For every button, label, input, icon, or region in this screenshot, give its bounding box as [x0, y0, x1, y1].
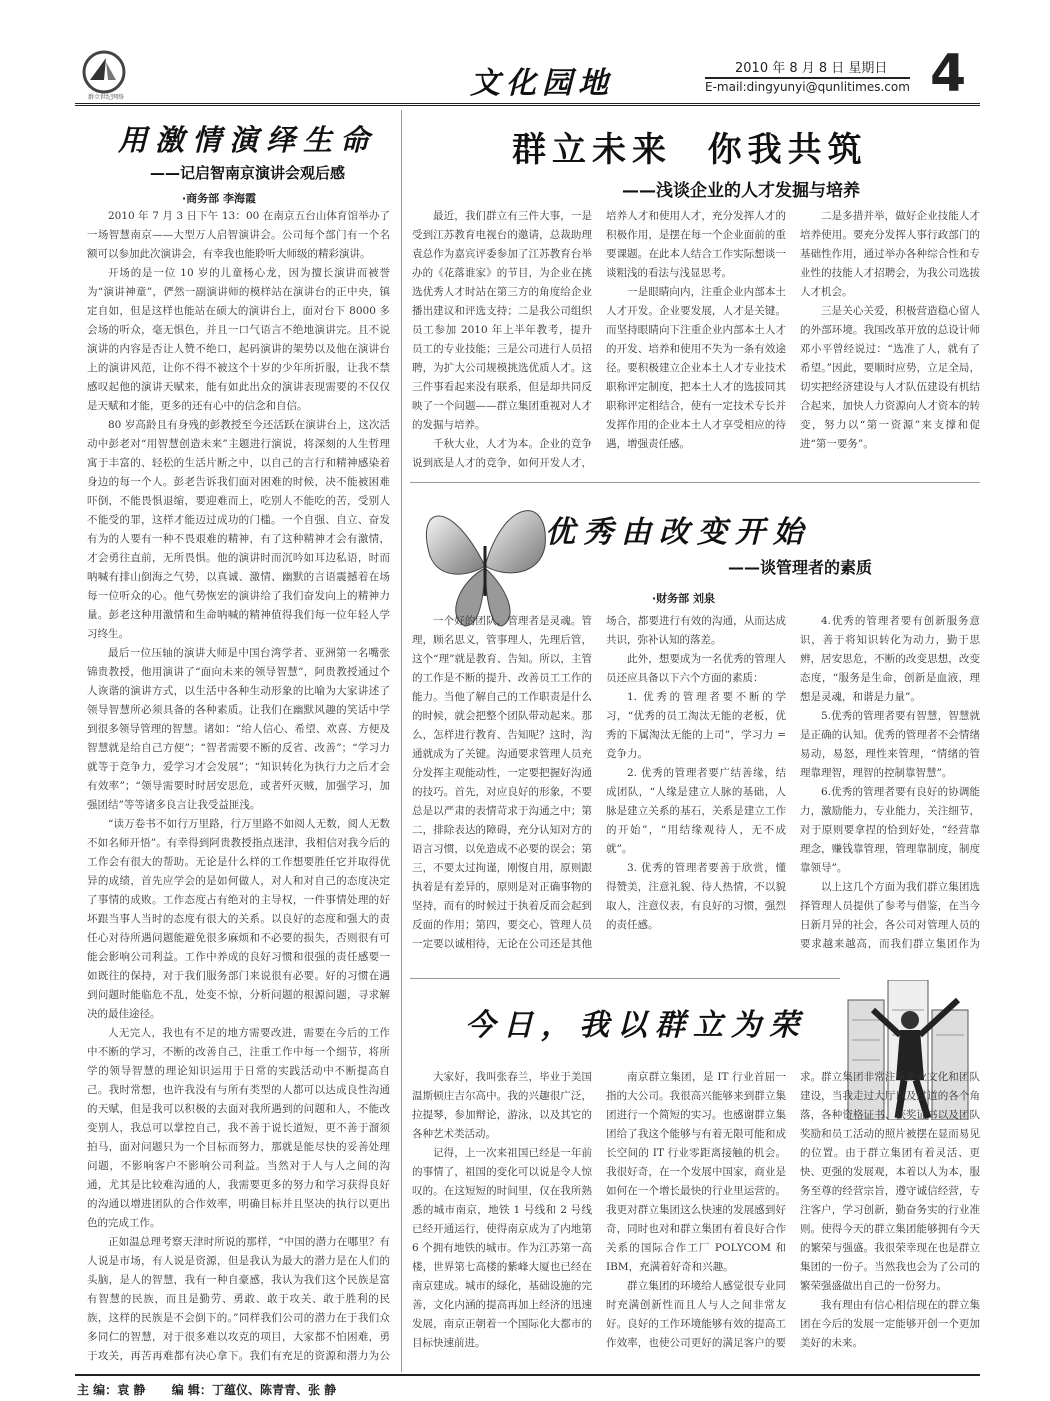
paragraph: 一个好的团队，管理者是灵魂。管理，顾名思义，管事理人，先理后管，这个“理”就是教育、告知。所以，主管的工作是不断的提升、改善员工工作的能力。当他了解自己的工作职责是什么的时候，就会把整个团队带动起来。那么，怎样进行教育、告知呢？这时，沟通就成为了关键。沟通要求管理人员充分发挥主观能动性，一定要把握好沟通的技巧。首先，对应良好的形象，不要总是以严肃的表情苛求于沟通之中；第二，排除表达的障碍，充分认知对方的语言习惯，以免造成不必要的误会；第三，不要太过拘谨，刚愎自用，原则跟执着是有差异的，原则是对正确事物的坚持，而有的时候过于执着反而会起到反面的作用；第四，要交心，管理人员一定要以诚相待，无论在公司还是其他场合，都要进行有效的沟通，从而达成共识，弥补认知的落差。 — [412, 615, 786, 950]
paragraph: 记得，上一次来祖国已经是一年前的事情了，祖国的变化可以说是令人惊叹的。在这短短的时间里，仅在我所熟悉的城市南京，地铁 1 号线和 2 号线已经开通运行，使得南京成为了内地第 6 个拥有地铁的城市。作为江苏第一高楼，世界第七高楼的紫峰大厦也已经在南京建成。城市的绿化，基础设施的完善，文化内涵的提高再加上经济的迅速发展，南京正朝着一个国际化大都市的目标快速前进。 — [412, 1147, 592, 1349]
article1-subtitle: ——记启智南京演讲会观后感 — [150, 164, 346, 182]
paragraph: 人无完人，我也有不足的地方需要改进，需要在今后的工作中不断的学习，不断的改善自己，注重工作中每一个细节，将所学的领导智慧的理论知识运用于日常的实践活动中不断提高自己。我时常想，也许我没有与所有类型的人都可以达成良性沟通的天赋，但是我可以积极的去面对我所遇到的问题和人，不能改变别人，我总可以掌控自己，我不善于说长道短，更不善于溜须拍马，面对问题只为一个目标而努力，那就是能尽快的妥善处理问题，不影响客户不影响公司利益。当然对于人与人之间的沟通，尤其是比较难沟通的人，我需要更多的努力和学习获得良好的沟通以增进团队的合作效率，明确目标并且坚决的执行以更出色的完成工作。 — [87, 1027, 390, 1229]
editors-names: 丁蕴仪、陈青青、张 静 — [211, 1383, 337, 1397]
paragraph: 千秋大业，人才为本。企业的竞争说到底是人才的竞争，如何开发人才，培养人才和使用人才，充分发挥人才的积极作用，是摆在每一个企业面前的重要课题。在此本人结合工作实际想谈一谈粗浅的看法与浅显思考。 — [412, 210, 786, 469]
paragraph: 2. 优秀的管理者要广结善缘，结成团队，“人缘是建立人脉的基础，人脉是建立关系的基石，关系是建立工作的开始”，“用结缘观待人，无不成就”。 — [606, 767, 786, 855]
article1-body — [87, 207, 390, 1367]
paragraph: 最后一位压轴的演讲大师是中国台湾学者、亚洲第一名嘴张锦贵教授，他用演讲了“面向未来的领导智慧”，阿贵教授通过个人诙谐的演讲方式，以生活中各种生动形象的比喻为大家讲述了领导智慧所必须具备的各种素质。让我们在幽默风趣的笑话中学到很多领导管理的智慧。诸如：“给人信心、希望、欢喜、方便及智慧就是给自己方便”；“智者需要不断的反省、改善”；“学习力就等于竞争力，爱学习才会发展”；“知识转化为执行力之后才会有效率”；“领导需要时时居安思危，或者歼灭贼，加强学习，加强团结”等等诸多良言让我受益匪浅。 — [87, 647, 390, 811]
page-number: 4 — [930, 44, 967, 104]
paragraph: 正如温总理考察天津时所说的那样，“中国的潜力在哪里？有人说是市场，有人说是资源，但是我认为最大的潜力是在人们的头脑，是人的智慧，我有一种自豪感，我认为我们这个民族是富有智慧的民族，而且是勤劳、勇敢、敢于攻关、敢于胜利的民族，这样的民族是不会倒下的。”同样我们公司的潜力在于我们众多同仁的智慧，对于很多难以攻克的项目，大家都不怕困难，勇于攻关，再苦再难都有决心拿下。我们有充足的资源和潜力为公 — [87, 1236, 390, 1362]
editor-label: 主 编： — [77, 1383, 118, 1397]
article3-body — [412, 612, 980, 970]
article2-title: 群立未来 你我共筑 — [512, 130, 868, 170]
paragraph: 最近，我们群立有三件大事，一是受到江苏教育电视台的邀请，总裁助理袁总作为嘉宾评委参加了江苏教育台举办的《花落谁家》的节目，为企业在挑选优秀人才时站在第三方的角度给企业播出建议和评选支持；二是我公司组织员工参加 2010 年上半年教考，提升员工的专业技能；三是公司进行人员招聘，为扩大公司规模挑选优质人才。这三件事看起来没有联系，但是却共同反映了一个问题——群立集团重视对人才的发掘与培养。 — [412, 210, 592, 431]
article4-title: 今日，我以群立为荣 — [465, 1008, 807, 1043]
section-title: 文化园地 — [470, 66, 614, 101]
article2-subtitle: ——浅谈企业的人才发掘与培养 — [622, 181, 860, 201]
contact-email[interactable]: E-mail:dingyunyi@qunlitimes.com — [705, 80, 910, 94]
editors-label: 编 辑： — [171, 1383, 212, 1397]
paragraph: 80 岁高龄且有身残的彭教授至今还活跃在演讲台上，这次活动中彭老对“用智慧创造未来”主题进行演说，将深刻的人生哲理寓于丰富的、轻松的生活片断之中，以自己的言行和精神感染着身边的每一个人。彭老告诉我们面对困难的时候，决不能被困难吓倒，不能畏惧退缩，要迎难而上，吃别人不能吃的苦，受别人不能受的罪，这样才能迈过成功的门槛。一个自强、自立、奋发有为的人要有一种不畏艰难的精神，有了这种精神才会有激情，才会勇往直前，无所畏惧。他的演讲时而沉吟如耳边私语，时而呐喊有排山倒海之气势，以真诚、激情、幽默的言语震撼着在场每一位听众的心。他气势恢宏的演讲给了我们奋发向上的精神力量。彭老这种用激情和生命呐喊的精神值得我们每一位年轻人学习终生。 — [87, 419, 390, 640]
paragraph: 大家好，我叫张春兰，毕业于美国温斯顿庄吉尔高中。我的兴趣很广泛，拉提琴，参加辩论，游泳，以及其它的各种艺术类活动。 — [412, 1071, 592, 1140]
paragraph: 5.优秀的管理者要有智慧，智慧就是正确的认知。优秀的管理者不会情绪易动，易怒，理性来管理，“情绪的管理靠理智，理智的控制靠智慧”。 — [800, 710, 980, 779]
paragraph: 我有理由有信心相信现在的群立集团在今后的发展一定能够开创一个更加美好的未来。 — [800, 1299, 980, 1349]
article1-byline: ·商务部 李海霞 — [182, 192, 257, 205]
paragraph: 6.优秀的管理者要有良好的协调能力，激励能力，专业能力，关注细节，对于原则要拿捏的恰到好处，“经营靠理念，赚钱靠管理，管理靠制度，制度靠领导”。 — [800, 786, 980, 874]
article2-body — [412, 207, 980, 475]
article4-body — [412, 1068, 980, 1368]
paragraph: 三是关心关爱，积极营造稳心留人的外部环境。我国改革开放的总设计师邓小平曾经说过：“选准了人，就有了希望。”因此，要顺时应势，立足全局，切实把经济建设与人才队伍建设有机结合起来，加快人力资源向人才资本的转变，努力以“第一资源”来支撑和促进“第一要务”。 — [800, 305, 980, 450]
paragraph: 2010 年 7 月 3 日下午 13：00 在南京五台山体育馆举办了一场智慧南京——大型万人启智演讲会。公司每个部门有一个名额可以参加此次演讲会，有幸我也能聆听大师级的精彩演讲。 — [87, 210, 390, 260]
paragraph: 此外，想要成为一名优秀的管理人员还应具备以下六个方面的素质： — [606, 653, 786, 684]
paragraph: 以上这几个方面为我们群立集团选择管理人员提供了参考与借鉴，在当今日新月异的社会，各公司对管理人员的要求越来越高，而我们群立集团作为 — [800, 881, 980, 950]
logo-caption: 群立世纪网络 — [87, 94, 124, 101]
company-logo-icon — [80, 50, 128, 96]
paragraph: 二是多措并举，做好企业技能人才培养使用。要充分发挥人事行政部门的基础性作用，通过举办各种综合性和专业性的技能人才招聘会，为我公司选拔人才机会。 — [800, 210, 980, 298]
issue-date: 2010 年 8 月 8 日 星期日 — [735, 61, 888, 76]
article3-title: 优秀由改变开始 — [545, 515, 811, 550]
paragraph: 4.优秀的管理者要有创新服务意识，善于将知识转化为动力，勤于思辨，居安思危，不断的改变思想，改变态度，“服务是生命，创新是血液，理想是灵魂，和谐是力量”。 — [800, 615, 980, 703]
article3-byline: ·财务部 刘泉 — [652, 592, 716, 605]
paragraph: 3. 优秀的管理者要善于欣赏，懂得赞美，注意礼貌、待人热情，不以貌取人，注意仪表，有良好的习惯，强烈的责任感。 — [606, 862, 786, 931]
article3-subtitle: ——谈管理者的素质 — [728, 558, 873, 577]
paragraph: 开场的是一位 10 岁的儿童杨心龙，因为擅长演讲而被誉为“演讲神童”，俨然一副演讲师的模样站在演讲台的正中央，镇定自如，但是这样也能站在硕大的演讲台上，面对台下 8000 多会场的听众，毫无惧色，并且一口气语言不绝地演讲完。且不说演讲的内容是否让人赞不绝口，起码演讲的架势以及他在演讲台上的演讲风范，让你不得不被这个十岁的少年所折服，让我不禁感叹起他的演讲天赋来，能有如此出众的演讲表现需要的不仅仅是天赋和才能，更多的还有心中的信念和自信。 — [87, 267, 390, 412]
editor-name: 袁 静 — [117, 1383, 146, 1397]
paragraph: 一是眼睛向内，注重企业内部本土人才开发。企业要发展，人才是关键。而坚持眼睛向下注重企业内部本土人才的开发、培养和使用不失为一条有效途径。要积极建立企业本土人才专业技术职称评定制度，把本土人才的选拔同其职称评定相结合，使有一定技术专长并发挥作用的企业本土人才享受相应的待遇，增强责任感。 — [606, 286, 786, 450]
article1-title: 用激情演绎生命 — [118, 123, 378, 157]
masthead-logo — [80, 50, 128, 96]
paragraph: 群立集团的环境给人感觉很专业同时充满创新性而且人与人之间非常友好。良好的工作环境能够有效的提高工作效率，也使公司更好的满足客户的要求。群立集团非常注重企业文化和团队建设，当我走过大厅以及过道的各个角落，各种资格证书、获奖证书以及团队奖励和员工活动的照片被摆在显而易见的位置。由于群立集团有着灵活、更快、更强的发展观，本着以人为本，服务至尊的经营宗旨，遵守诚信经营，专注客户，学习创新，勤奋务实的行业准则。使得今天的群立集团能够拥有今天的繁荣与强盛。我很荣幸现在也是群立集团的一份子。当然我也会为了公司的繁荣强盛做出自己的一份努力。 — [606, 1071, 980, 1349]
footer-credits — [77, 1381, 336, 1398]
paragraph: 1. 优秀的管理者要不断的学习，“优秀的员工淘汰无能的老板，优秀的下属淘汰无能的上司”，学习力 = 竞争力。 — [606, 691, 786, 760]
paragraph: 南京群立集团，是 IT 行业首屈一指的大公司。我很高兴能够来到群立集团进行一个简短的实习。也感谢群立集团给了我这个能够与有着无限可能和成长空间的 IT 行业零距离接触的机会。我很好奇，在一个发展中国家，商业是如何在一个增长最快的行业里运营的。我更对群立集团这么快速的发展感到好奇，同时也对和群立集团有着良好合作关系的国际合作工厂 POLYCOM 和 IBM，充满着好奇和兴趣。 — [606, 1071, 786, 1273]
paragraph: “读万卷书不如行万里路，行万里路不如阅人无数，阅人无数不如名师开悟”。有幸得到阿贵教授指点迷津，我相信对我今后的工作会有很大的帮助。无论是什么样的工作想要胜任它并取得优异的成绩，首先应学会的是如何做人，对人和对自己的态度决定了事情的成败。工作态度占有绝对的主导权，一件事情处理的好坏跟当事人当时的态度有很大的关系。以良好的态度和强大的责任心对待所遇问题能避免很多麻烦和不必要的损失，否则很有可能会影响公司利益。工作中养成的良好习惯和很强的责任感要一如既往的保持，对于我们服务部门来说很有必要。好的习惯在遇到问题时能临危不乱，处变不惊，分析问题的根源问题，寻求解决的最佳途径。 — [87, 818, 390, 1020]
